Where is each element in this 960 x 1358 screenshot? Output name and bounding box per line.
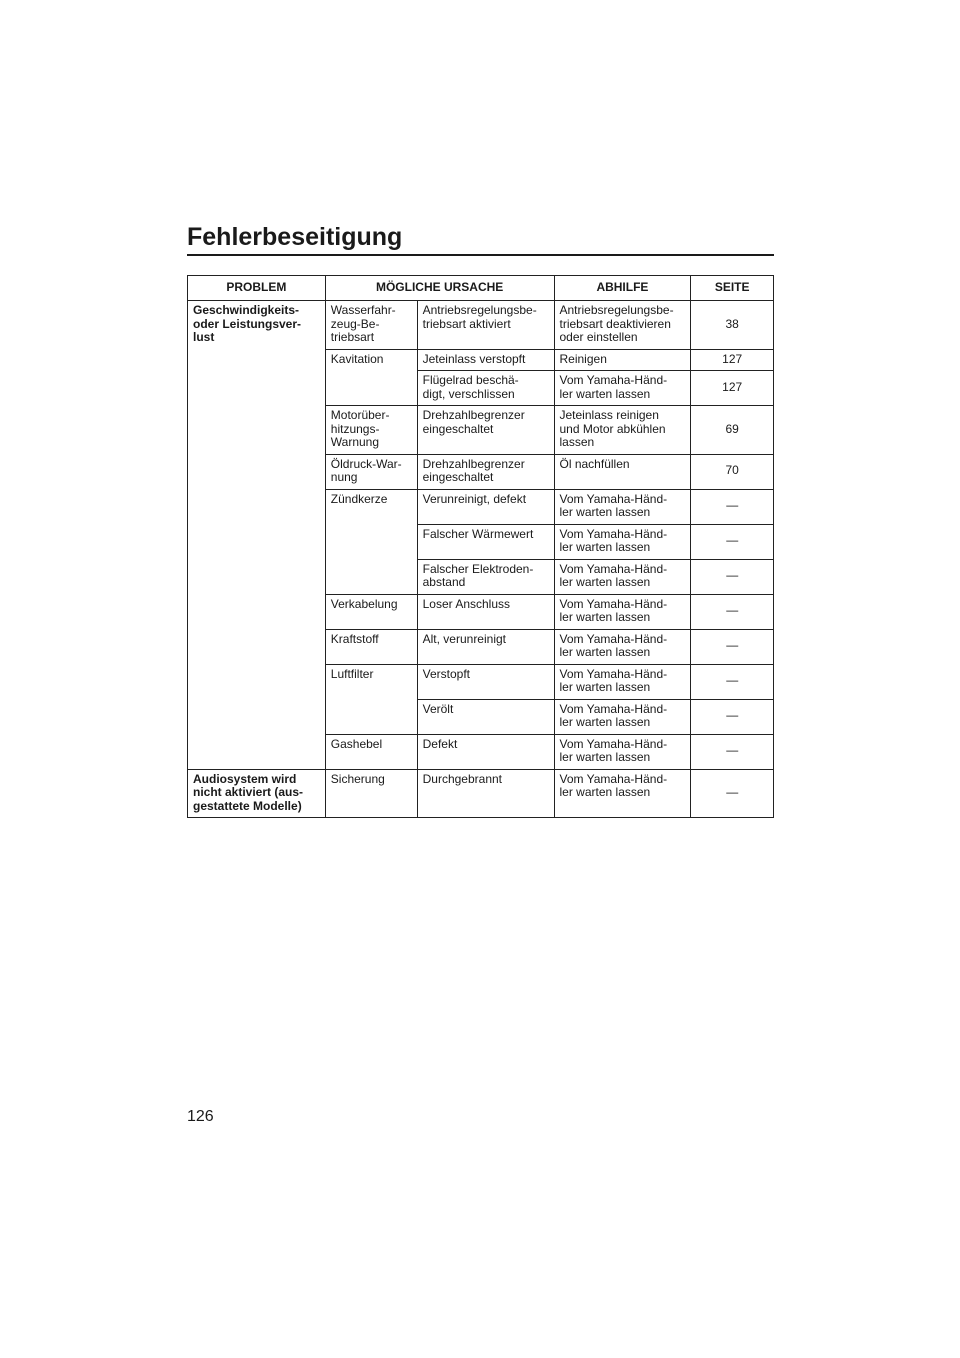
remedy-cell: Jeteinlass reinigen und Motor abkühlen lassen (554, 406, 691, 455)
remedy-cell: Reinigen (554, 349, 691, 371)
remedy-cell: Vom Yamaha-Händ- ler warten lassen (554, 594, 691, 629)
remedy-cell: Vom Yamaha-Händ- ler warten lassen (554, 489, 691, 524)
cause-detail-cell: Durchgebrannt (417, 769, 554, 818)
table-row (188, 769, 774, 818)
problem-cell: Geschwindigkeits- oder Leistungsver- lust (188, 301, 326, 770)
page-number: 126 (187, 1108, 214, 1125)
page-ref-cell: — (691, 524, 774, 559)
page-ref-cell: — (691, 559, 774, 594)
page-ref-cell: 127 (691, 349, 774, 371)
page-ref-cell: 70 (691, 454, 774, 489)
cause-cell: Kavitation (325, 349, 417, 406)
remedy-cell: Vom Yamaha-Händ- ler warten lassen (554, 629, 691, 664)
header-remedy: ABHILFE (554, 276, 691, 301)
cause-detail-cell: Jeteinlass verstopft (417, 349, 554, 371)
table-header-row (188, 276, 774, 301)
cause-detail-cell: Verunreinigt, defekt (417, 489, 554, 524)
header-page: SEITE (691, 276, 774, 301)
page-title: Fehlerbeseitigung (187, 223, 403, 251)
cause-cell: Luftfilter (325, 664, 417, 734)
page-ref-cell: 127 (691, 371, 774, 406)
header-cause: MÖGLICHE URSACHE (325, 276, 554, 301)
cause-detail-cell: Drehzahlbegrenzer eingeschaltet (417, 454, 554, 489)
remedy-cell: Vom Yamaha-Händ- ler warten lassen (554, 734, 691, 769)
cause-detail-cell: Falscher Elektroden- abstand (417, 559, 554, 594)
cause-cell: Motorüber- hitzungs- Warnung (325, 406, 417, 455)
page-ref-cell: — (691, 594, 774, 629)
remedy-cell: Vom Yamaha-Händ- ler warten lassen (554, 371, 691, 406)
remedy-cell: Vom Yamaha-Händ- ler warten lassen (554, 524, 691, 559)
cause-detail-cell: Verstopft (417, 664, 554, 699)
cause-detail-cell: Loser Anschluss (417, 594, 554, 629)
header-problem: PROBLEM (188, 276, 326, 301)
cause-detail-cell: Verölt (417, 699, 554, 734)
remedy-cell: Vom Yamaha-Händ- ler warten lassen (554, 664, 691, 699)
table-body (188, 301, 774, 818)
remedy-cell: Vom Yamaha-Händ- ler warten lassen (554, 699, 691, 734)
cause-cell: Kraftstoff (325, 629, 417, 664)
page-ref-cell: 38 (691, 301, 774, 350)
cause-cell: Sicherung (325, 769, 417, 818)
page-ref-cell: — (691, 699, 774, 734)
remedy-cell: Vom Yamaha-Händ- ler warten lassen (554, 769, 691, 818)
remedy-cell: Vom Yamaha-Händ- ler warten lassen (554, 559, 691, 594)
cause-cell: Verkabelung (325, 594, 417, 629)
page-ref-cell: — (691, 734, 774, 769)
remedy-cell: Öl nachfüllen (554, 454, 691, 489)
remedy-cell: Antriebsregelungsbe- triebsart deaktivieren oder einstellen (554, 301, 691, 350)
title-rule (187, 254, 774, 256)
problem-cell: Audiosystem wird nicht aktiviert (aus- gestattete Modelle) (188, 769, 326, 818)
cause-cell: Gashebel (325, 734, 417, 769)
cause-detail-cell: Flügelrad beschä- digt, verschlissen (417, 371, 554, 406)
page-ref-cell: — (691, 769, 774, 818)
cause-detail-cell: Alt, verunreinigt (417, 629, 554, 664)
table-row (188, 301, 774, 350)
page-ref-cell: — (691, 629, 774, 664)
page-ref-cell: — (691, 664, 774, 699)
cause-cell: Zündkerze (325, 489, 417, 594)
cause-detail-cell: Defekt (417, 734, 554, 769)
page-ref-cell: 69 (691, 406, 774, 455)
cause-detail-cell: Drehzahlbegrenzer eingeschaltet (417, 406, 554, 455)
cause-detail-cell: Antriebsregelungsbe- triebsart aktiviert (417, 301, 554, 350)
cause-cell: Öldruck-War- nung (325, 454, 417, 489)
cause-cell: Wasserfahr- zeug-Be- triebsart (325, 301, 417, 350)
troubleshooting-table (187, 275, 774, 818)
page-ref-cell: — (691, 489, 774, 524)
cause-detail-cell: Falscher Wärmewert (417, 524, 554, 559)
